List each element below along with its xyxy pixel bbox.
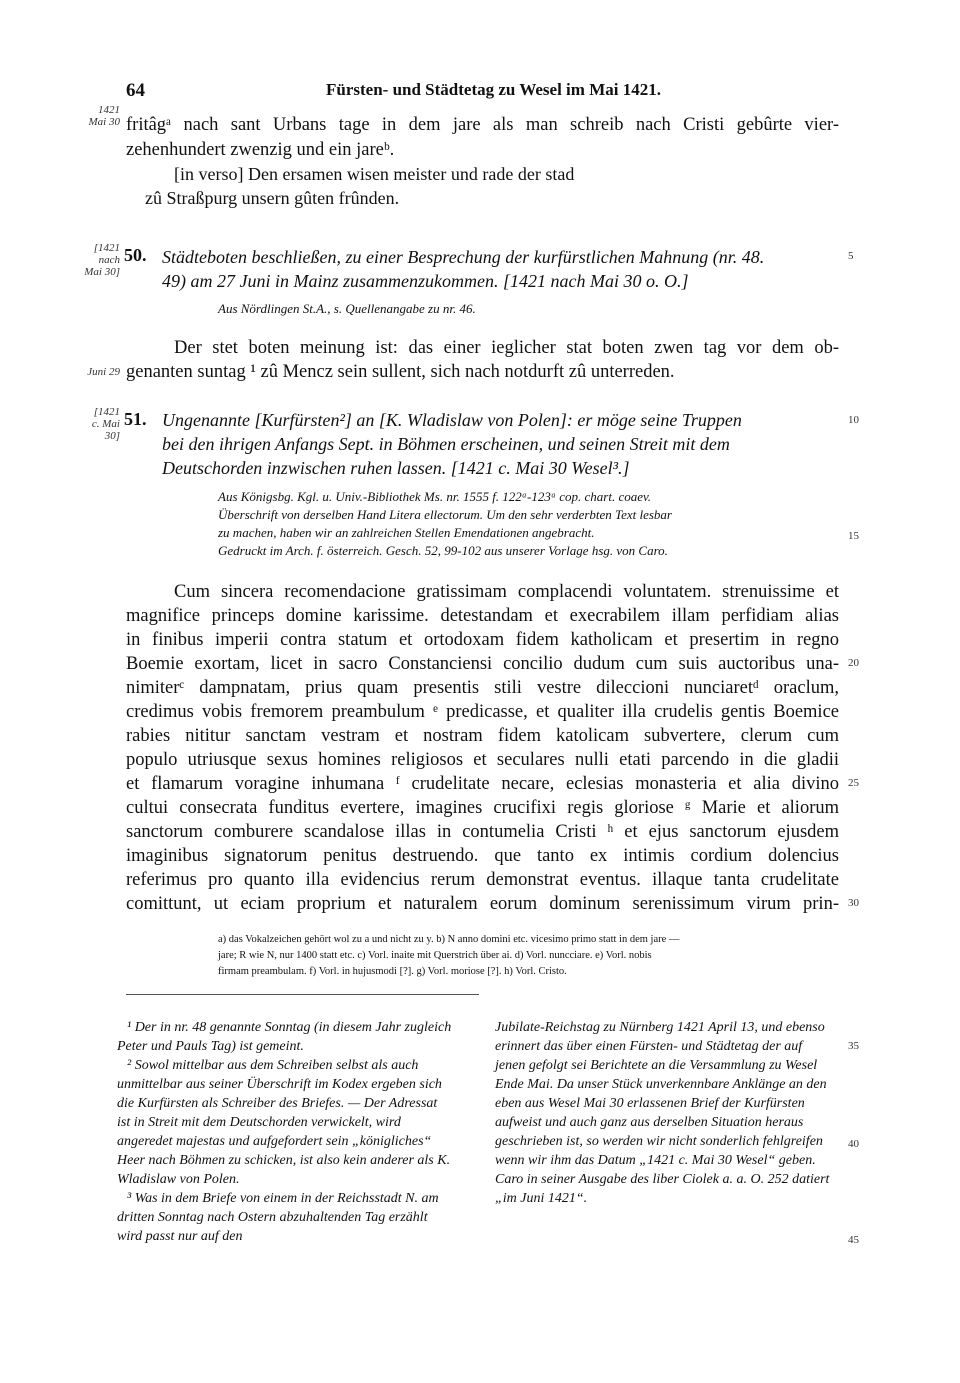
regest-line: 49) am 27 Juni in Mainz zusammenzukommen. [1421 nach Mai 30 o. O.] (162, 271, 689, 291)
regest-line: Städteboten beschließen, zu einer Besprechung der kurfürstlichen Mahnung (nr. 48. (162, 247, 765, 267)
text-line: rabies nititur sanctam vestram et nostram fidem katolicam subvertere, clerum cum (126, 726, 839, 746)
text-line: fritâgᵃ nach sant Urbans tage in dem jare als man schreib nach Cristi gebûrte vier- (126, 115, 839, 135)
apparatus-line: a) das Vokalzeichen gehört wol zu a und nicht zu y. b) N anno domini etc. vicesimo primo statt in dem jare — (218, 934, 680, 945)
line-number: 35 (848, 1040, 859, 1052)
margin-note-51 (80, 406, 120, 442)
running-title: Fürsten- und Städtetag zu Wesel im Mai 1421. (326, 80, 661, 99)
margin-note-line: c. Mai (91, 418, 120, 430)
margin-note-line: nach (98, 254, 120, 266)
footnotes-left (117, 1018, 453, 1246)
margin-note-line: [1421 (93, 242, 120, 254)
text-line: Boemie exortam, licet in sacro Constanciensi concilio dudum cum suis auctoribus una- (126, 654, 839, 674)
text-line: cultui consecrata funditus evertere, imagines crucifixi regis gloriose ᵍ Marie et aliorum (126, 798, 839, 818)
line-number: 20 (848, 657, 859, 669)
source-line: Überschrift von derselben Hand Litera ellectorum. Um den sehr verderbten Text lesbar (218, 507, 672, 522)
line-number: 25 (848, 777, 859, 789)
line-number: 30 (848, 897, 859, 909)
text-line: referimus pro quanto illa evidencius rerum demonstrat eventus. illaque tanta crudelitate (126, 870, 839, 890)
apparatus-line: firmam preambulam. f) Vorl. in hujusmodi [?]. g) Vorl. moriose [?]. h) Vorl. Cristo. (218, 966, 567, 977)
margin-note-50 (80, 242, 120, 278)
text-line: in finibus imperii contra statum et ortodoxam fidem katholicam et presertim in regno (126, 630, 839, 650)
line-number: 40 (848, 1138, 859, 1150)
footnote-2: ² Sowol mittelbar aus dem Schreiben selbst als auch unmittelbar aus seiner Überschrift im Kodex ergeben sich die Kurfürsten als Schreiber des Briefes. — Der Adressat ist in Streit mit dem Deutschorden verwickelt, wird angeredet majestas und aufgefordert sein „königliches“ Heer nach Böhmen zu schicken, ist also kein anderer als K. Wladislaw von Polen. (117, 1058, 451, 1187)
text-line: genanten suntag ¹ zû Mencz sein sullent, sich nach notdurft zû unterreden. (126, 362, 675, 382)
entry-number: 50. (124, 245, 147, 265)
line-number: 5 (848, 250, 854, 262)
text-line: comittunt, ut eciam proprium et naturalem eorum dominum serenissimum virum prin- (126, 894, 839, 914)
text-line: magnifice princeps domine karissime. detestandam et execrabilem illam perfidiam alias (126, 606, 839, 626)
footnote-3: ³ Was in dem Briefe von einem in der Reichsstadt N. am dritten Sonntag nach Ostern abzuhaltenden Tag erzählt wird passt nur auf den (117, 1191, 439, 1244)
apparatus-line: jare; R wie N, nur 1400 statt etc. c) Vorl. inaite mit Querstrich über ai. d) Vorl. nuncciare. e) Vorl. nobis (218, 950, 652, 961)
entry-number: 51. (124, 409, 147, 429)
page-number: 64 (126, 80, 145, 101)
line-number: 45 (848, 1234, 859, 1246)
margin-note-line: 30] (104, 430, 120, 442)
text-line: populo utriusque sexus homines religiosos et seculares nulli etati parcendo in die gladii (126, 750, 839, 770)
margin-note-top (80, 104, 120, 128)
address-line: [in verso] Den ersamen wisen meister und rade der stad (174, 164, 575, 184)
source-note (218, 488, 838, 560)
text-line: Cum sincera recomendacione gratissimam complacendi voluntatem. strenuissime et (174, 582, 839, 602)
source-line: Aus Königsbg. Kgl. u. Univ.-Bibliothek Ms. nr. 1555 f. 122ᵃ-123ᵃ cop. chart. coaev. (218, 489, 652, 504)
footnote-rule (126, 994, 479, 995)
text-line: imaginibus signatorum penitus destruendo. que tanto ex intimis cordium dolencius (126, 846, 839, 866)
address-line: zû Straßpurg unsern gûten frûnden. (145, 188, 400, 208)
regest (162, 408, 839, 480)
margin-note-line: 1421 (98, 104, 120, 116)
text-line: sanctorum comburere scandalose illas in contumelia Cristi ʰ et ejus sanctorum ejusdem (126, 822, 839, 842)
line-number: 10 (848, 414, 859, 426)
line-number: 15 (848, 530, 859, 542)
text-line: zehenhundert zwenzig und ein jareᵇ. (126, 140, 395, 160)
margin-note-line: Mai 30] (84, 266, 120, 278)
regest-line: Deutschorden inzwischen ruhen lassen. [1421 c. Mai 30 Wesel³.] (162, 458, 630, 478)
source-line: Gedruckt im Arch. f. österreich. Gesch. 52, 99-102 aus unserer Vorlage hsg. von Caro. (218, 543, 668, 558)
margin-note-line: Mai 30 (88, 116, 120, 128)
text-line: credimus vobis fremorem preambulum ᵉ predicasse, et qualiter illa crudelis gentis Boemice (126, 702, 839, 722)
critical-apparatus (218, 932, 840, 980)
regest-line: Ungenannte [Kurfürsten²] an [K. Wladislaw von Polen]: er möge seine Truppen (162, 410, 742, 430)
regest-line: bei den ihrigen Anfangs Sept. in Böhmen erscheinen, und seinen Streit mit dem (162, 434, 730, 454)
source-line: zu machen, haben wir an zahlreichen Stellen Emendationen angebracht. (218, 525, 595, 540)
text-line: Der stet boten meinung ist: das einer ieglicher stat boten zwen tag vor dem ob- (174, 338, 839, 358)
footnote-1: ¹ Der in nr. 48 genannte Sonntag (in diesem Jahr zugleich Peter und Pauls Tag) ist gemeint. (117, 1020, 452, 1054)
text-line: nimiterᶜ dampnatam, prius quam presentis stili vestre dileccioni nunciaretᵈ oraclum, (126, 678, 839, 698)
text-line: et flamarum voragine inhumana ᶠ crudelitate necare, eclesias monasteria et alia divino (126, 774, 839, 794)
margin-note-date: Juni 29 (87, 366, 120, 378)
footnotes-right: Jubilate-Reichstag zu Nürnberg 1421 April 13, und ebenso erinnert das über einen Fürsten- und Städtetag der auf jenen gefolgt sei Berichtete an die Versammlung zu Wesel Ende Mai. Da unser Stück unverkennbare Anklänge an den eben aus Wesel Mai 30 erlassenen Brief der Kurfürsten aufweist und auch ganz aus derselben Situation heraus geschrieben ist, so werden wir nicht sonderlich fehlgreifen wenn wir ihm das Datum „1421 c. Mai 30 Wesel“ geben. Caro in seiner Ausgabe des liber Ciolek a. a. O. 252 datiert „im Juni 1421“. (495, 1020, 830, 1206)
source-note: Aus Nördlingen St.A., s. Quellenangabe zu nr. 46. (218, 301, 476, 316)
regest (162, 245, 839, 293)
margin-note-line: [1421 (93, 406, 120, 418)
